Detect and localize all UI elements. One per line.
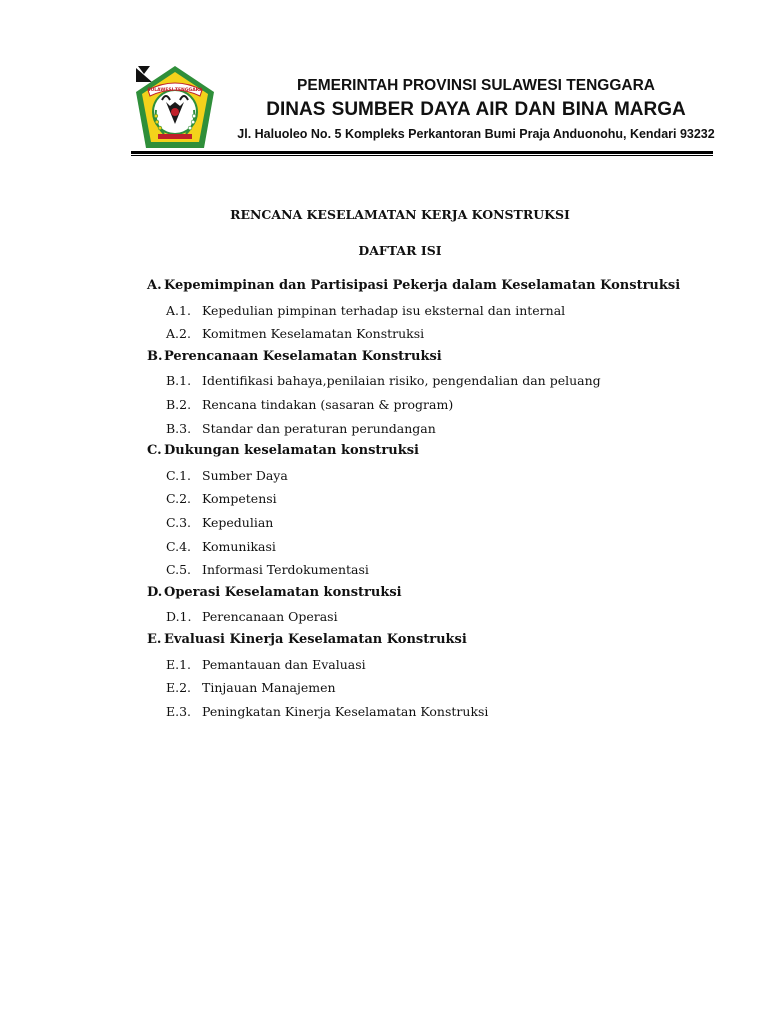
toc-item-number: B.3.	[166, 420, 192, 436]
toc-item-row	[0, 302, 768, 326]
toc-item-row	[0, 703, 768, 727]
toc-item-title: Perencanaan Operasi	[202, 609, 338, 625]
toc-section-row	[0, 349, 768, 373]
letterhead-divider-thick	[131, 151, 713, 154]
toc-item-title: Rencana tindakan (sasaran & program)	[202, 396, 454, 412]
toc-item-row	[0, 656, 768, 680]
toc-item-title: Tinjauan Manajemen	[202, 680, 336, 696]
toc-item-title: Pemantauan dan Evaluasi	[202, 656, 366, 672]
toc-item-number: E.2.	[166, 680, 192, 696]
toc-item-number: C.1.	[166, 467, 192, 483]
toc-section-title: Operasi Keselamatan konstruksi	[164, 584, 402, 600]
toc-item-number: B.2.	[166, 396, 192, 412]
toc-item-number: C.2.	[166, 491, 192, 507]
toc-item-title: Standar dan peraturan perundangan	[202, 420, 436, 436]
table-of-contents	[0, 278, 768, 726]
table-of-contents-heading: DAFTAR ISI	[358, 243, 442, 258]
toc-item-number: C.4.	[166, 538, 192, 554]
toc-item-title: Kompetensi	[202, 491, 277, 507]
toc-item-number: D.1.	[166, 609, 192, 625]
toc-item-row	[0, 608, 768, 632]
toc-section-row	[0, 443, 768, 467]
toc-item-row	[0, 467, 768, 491]
letterhead-agency-name: DINAS SUMBER DAYA AIR DAN BINA MARGA	[266, 99, 686, 120]
toc-item-number: B.1.	[166, 373, 192, 389]
letterhead	[0, 0, 768, 160]
toc-item-row	[0, 514, 768, 538]
toc-section-title: Evaluasi Kinerja Keselamatan Konstruksi	[164, 631, 467, 647]
toc-section-letter: D.	[147, 584, 163, 600]
letterhead-government-name: PEMERINTAH PROVINSI SULAWESI TENGGARA	[297, 77, 655, 94]
toc-section-letter: A.	[147, 278, 162, 293]
toc-item-row	[0, 396, 768, 420]
toc-item-title: Komunikasi	[202, 538, 276, 554]
toc-item-number: C.5.	[166, 562, 192, 578]
toc-item-row	[0, 325, 768, 349]
toc-item-number: A.2.	[166, 326, 191, 342]
toc-item-number: C.3.	[166, 514, 192, 530]
toc-section-title: Perencanaan Keselamatan Konstruksi	[164, 348, 442, 364]
toc-item-title: Sumber Daya	[202, 467, 288, 483]
toc-item-title: Komitmen Keselamatan Konstruksi	[202, 326, 425, 342]
toc-section-letter: C.	[147, 443, 162, 459]
toc-section-letter: B.	[147, 348, 163, 364]
toc-section-row	[0, 585, 768, 609]
toc-item-row	[0, 561, 768, 585]
toc-section-row	[0, 632, 768, 656]
toc-section-title: Dukungan keselamatan konstruksi	[164, 443, 419, 459]
toc-item-row	[0, 538, 768, 562]
toc-item-row	[0, 420, 768, 444]
toc-item-row	[0, 372, 768, 396]
provincial-coat-of-arms-icon	[132, 62, 218, 152]
toc-item-title: Informasi Terdokumentasi	[202, 562, 369, 578]
toc-item-title: Peningkatan Kinerja Keselamatan Konstruksi	[202, 703, 489, 719]
toc-item-number: E.1.	[166, 656, 192, 672]
document-title: RENCANA KESELAMATAN KERJA KONSTRUKSI	[230, 207, 570, 222]
toc-item-row	[0, 490, 768, 514]
toc-section-letter: E.	[147, 631, 162, 647]
letterhead-divider-thin	[131, 155, 713, 156]
toc-section-row	[0, 278, 768, 302]
toc-item-number: E.3.	[166, 703, 192, 719]
letterhead-address: Jl. Haluoleo No. 5 Kompleks Perkantoran Bumi Praja Anduonohu, Kendari 93232	[237, 127, 715, 141]
toc-item-title: Kepedulian pimpinan terhadap isu eksternal dan internal	[202, 302, 566, 318]
toc-section-title: Kepemimpinan dan Partisipasi Pekerja dalam Keselamatan Konstruksi	[164, 278, 681, 293]
toc-item-title: Identifikasi bahaya,penilaian risiko, pengendalian dan peluang	[202, 373, 601, 389]
toc-item-title: Kepedulian	[202, 514, 274, 530]
logo-banner-text: SULAWESI TENGGARA	[147, 88, 203, 93]
toc-item-row	[0, 679, 768, 703]
toc-item-number: A.1.	[166, 302, 191, 318]
